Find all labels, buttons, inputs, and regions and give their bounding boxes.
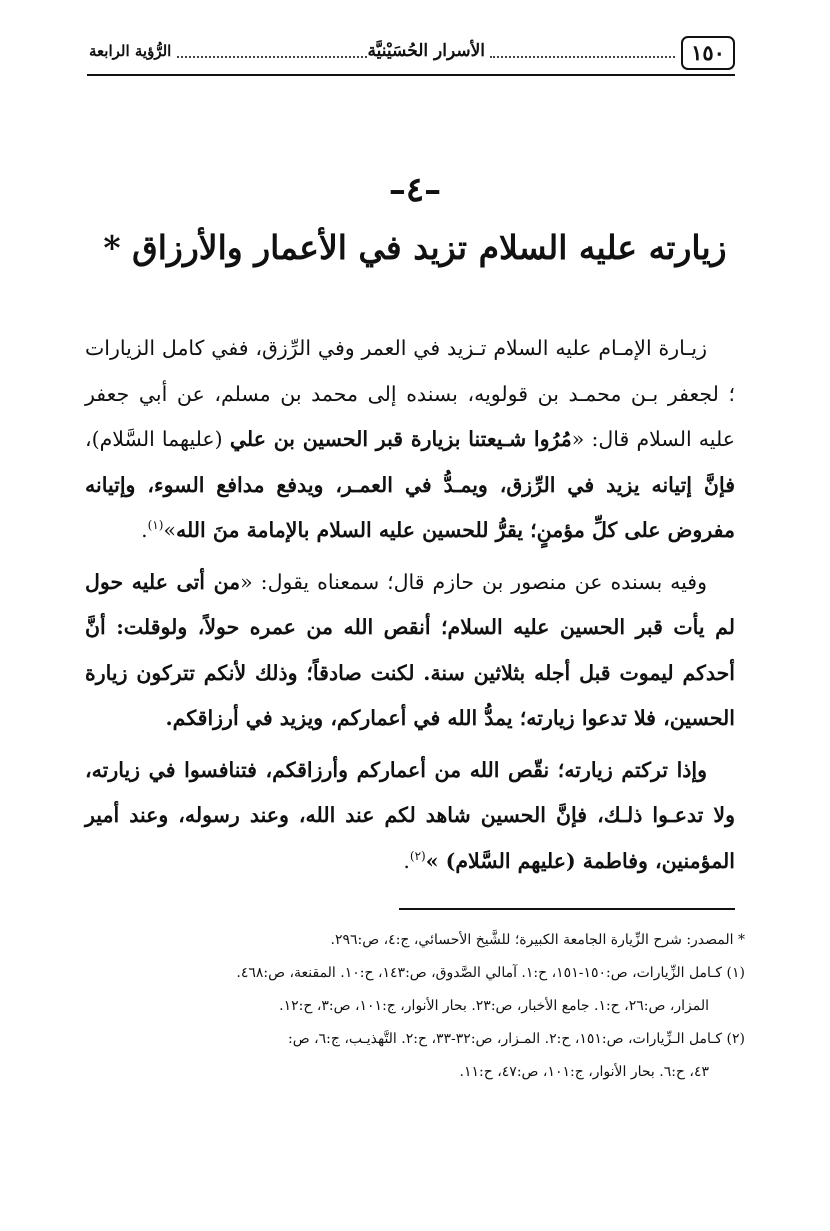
paragraph-quote: فإنَّ إتيانه يزيد في الرِّزق، ويمـدُّ في العمـر، ويدفع مدافع السوء، وإتيانه مفروض على كلِّ مؤمنٍ؛ يقرُّ للحسين عليه السلام بالإمامة منَ الله — [85, 472, 735, 542]
book-title: الأسرار الحُسَيْنيَّة — [367, 41, 485, 61]
footnote-separator — [399, 908, 735, 910]
chapter-title: زيارته عليه السلام تزيد في الأعمار والأرزاق * — [103, 228, 727, 267]
footnote-2 — [85, 1023, 745, 1089]
body-text — [85, 326, 735, 890]
page-number: ١٥٠ — [681, 36, 735, 70]
footnote-text: (١) كـامل الزِّيارات، ص:١٥٠-١٥١، ح:١. آمالي الصَّدوق، ص:١٤٣، ح:١٠. المقنعة، ص:٤٦٨. — [236, 965, 745, 981]
paragraph-text: (عليهما السَّلام)، — [85, 427, 230, 451]
footnote-text: ٤٣، ح:٦. بحار الأنوار، ج:١٠١، ص:٤٧، ح:١١. — [459, 1064, 709, 1080]
chapter-number: –٤– — [388, 170, 442, 210]
footnote-text: المزار، ص:٢٦، ح:١. جامع الأخبار، ص:٢٣. بحار الأنوار، ج:١٠١، ص:٣، ح:١٢. — [279, 998, 709, 1014]
paragraph-text: » — [163, 518, 176, 542]
footnote-ref[interactable]: (٢) — [409, 848, 426, 863]
paragraph — [85, 748, 735, 885]
footnote-ref[interactable]: (١) — [147, 518, 164, 533]
paragraph — [85, 560, 735, 742]
header-leader-dots — [177, 56, 367, 58]
paragraph-text: وفيه بسنده عن منصور بن حازم قال؛ سمعناه يقول: « — [240, 569, 707, 594]
section-title: الرُّؤية الرابعة — [89, 42, 172, 60]
paragraph — [85, 326, 735, 554]
paragraph-text: . — [141, 518, 148, 542]
paragraph-quote: من أتى عليه حول لم يأت قبر الحسين عليه السلام؛ أنقص الله من عمره حولاً، ولوقلت: أنَّ أحدكم ليموت قبل أجله بثلاثين سنة. لكنت صادقاً؛ وذلك لأنكم تتركون زيارة الحسين، فلا تدعوا زيارته؛ يمدُّ الله في أعماركم، ويزيد في أرزاقكم. — [85, 569, 735, 730]
paragraph-quote: مُرُوا شـيعتنا بزيارة قبر الحسين بن علي — [229, 427, 572, 451]
paragraph-text: . — [403, 848, 410, 873]
running-header — [87, 36, 735, 76]
paragraph-text: زيـارة الإمـام عليه السلام تـزيد في العمر وفي الرِّزق، ففي كامل الزيارات ؛ لجعفر بـن محمـد بن قولويه، بسنده إلى محمد بن مسلم، عن أبي جعفر عليه السلام قال: « — [85, 336, 735, 451]
footnote-text: (٢) كـامل الـزِّيارات، ص:١٥١، ح:٢. المـزار، ص:٣٢-٣٣، ح:٢. التَّهذيـب، ج:٦، ص: — [288, 1031, 745, 1047]
paragraph-quote: وإذا تركتم زيارته؛ نقّص الله من أعماركم وأرزاقكم، فتنافسوا في زيارته، ولا تدعـوا ذلـك، فإنَّ الحسين شاهد لكم عند الله، وعند رسوله، وعند أمير المؤمنين، وفاطمة (عليهم السَّلام) » — [85, 757, 735, 873]
footnote-1 — [85, 957, 745, 1023]
footnote-source: * المصدر: شرح الزِّيارة الجامعة الكبيرة؛ للشَّيخ الأحسائي، ج:٤، ص:٢٩٦. — [330, 932, 745, 948]
footnotes — [85, 924, 745, 1089]
header-leader-dots — [490, 56, 675, 58]
